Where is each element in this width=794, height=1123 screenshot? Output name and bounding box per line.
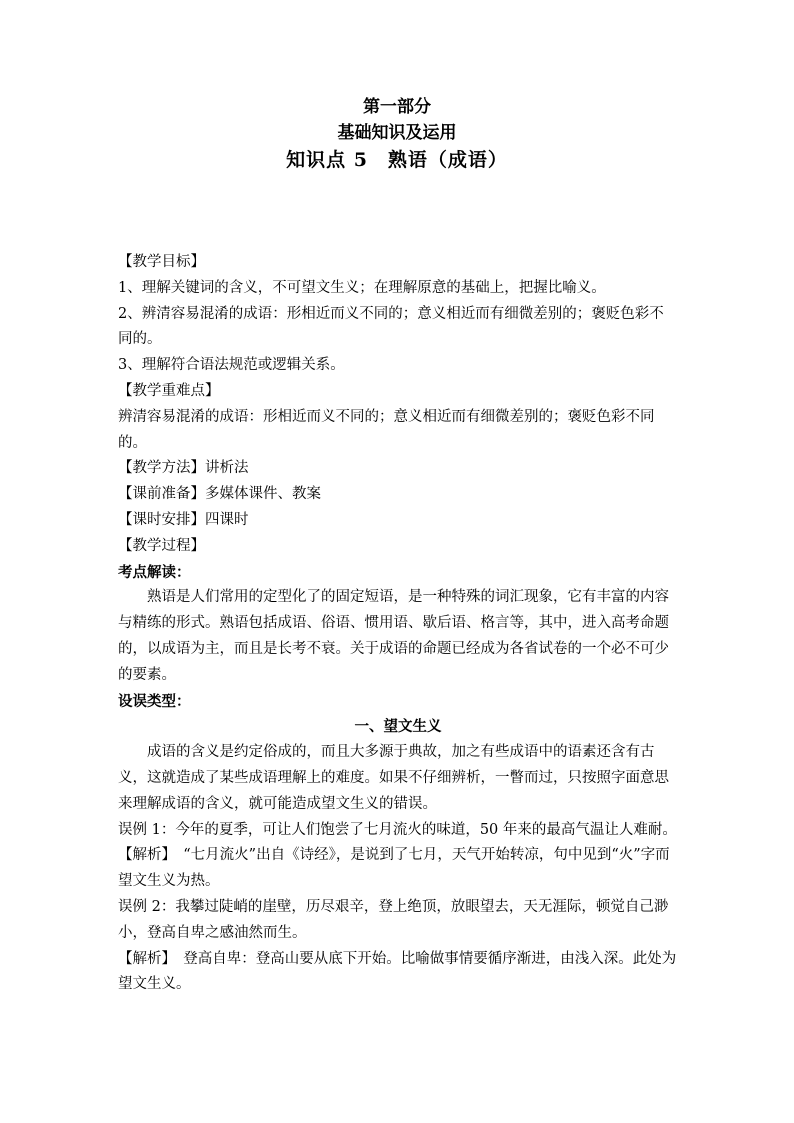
- example-2-sentence: 误例 2：我攀过陡峭的崖壁，历尽艰辛，登上绝顶，放眼望去，天无涯际，顿觉自己渺小，登高自卑之感油然而生。: [118, 898, 669, 941]
- part-title: 第一部分: [363, 97, 431, 117]
- exam-points-text: 熟语是人们常用的定型化了的固定短语，是一种特殊的词汇现象，它有丰富的内容与精练的形式。熟语包括成语、俗语、惯用语、歇后语、格言等，其中，进入高考命题的，以成语为主，而且是长考不衰。关于成语的命题已经成为各省试卷的一个必不可少的要素。: [118, 589, 669, 683]
- example-2-analysis: [118, 947, 678, 999]
- objective-item-3: 3、理解符合语法规范或逻辑关系。: [118, 357, 345, 374]
- analysis-label: 【解析】: [118, 847, 169, 864]
- section-title: 基础知识及运用: [337, 123, 457, 143]
- analysis-text: 登高自卑：登高山要从底下开始。比喻做事情要循序渐进，由浅入深。此处为望文生义。: [118, 950, 677, 993]
- objectives-heading: 【教学目标】: [118, 254, 205, 270]
- error-type-intro: 成语的含义是约定俗成的，而且大多源于典故，加之有些成语中的语素还含有古义，这就造成了某些成语理解上的难度。如果不仔细辨析，一瞥而过，只按照字面意思来理解成语的含义，就可能造成望文生义的错误。: [118, 744, 669, 812]
- error-types-heading: 设误类型：: [118, 692, 191, 710]
- analysis-text: “七月流火”出自《诗经》，是说到了七月，天气开始转凉，句中见到“火”字而望文生义为热。: [118, 847, 670, 890]
- class-preparation: 【课前准备】多媒体课件、教案: [118, 486, 321, 503]
- error-type-subheading: 一、望文生义: [354, 718, 442, 736]
- example-1-analysis: [118, 843, 678, 895]
- process-heading: 【教学过程】: [118, 537, 205, 554]
- document-body: [118, 250, 678, 998]
- objective-item-1: 1、理解关键词的含义，不可望文生义；在理解原意的基础上，把握比喻义。: [118, 279, 606, 296]
- topic-title: 知识点 5 熟语（成语）: [286, 149, 508, 171]
- title-block: [0, 94, 794, 174]
- class-schedule: 【课时安排】四课时: [118, 511, 249, 528]
- key-points-heading: 【教学重难点】: [118, 382, 220, 399]
- exam-points-heading: 考点解读：: [118, 563, 191, 581]
- objective-item-2: 2、辨清容易混淆的成语：形相近而义不同的；意义相近而有细微差别的；褒贬色彩不同的。: [118, 305, 664, 348]
- analysis-label: 【解析】: [118, 950, 169, 967]
- example-1-sentence: 误例 1：今年的夏季，可让人们饱尝了七月流火的味道，50 年来的最高气温让人难耐。: [118, 821, 677, 838]
- key-points-text: 辨清容易混淆的成语：形相近而义不同的；意义相近而有细微差别的；褒贬色彩不同的。: [118, 408, 655, 451]
- teaching-method: 【教学方法】讲析法: [118, 460, 249, 477]
